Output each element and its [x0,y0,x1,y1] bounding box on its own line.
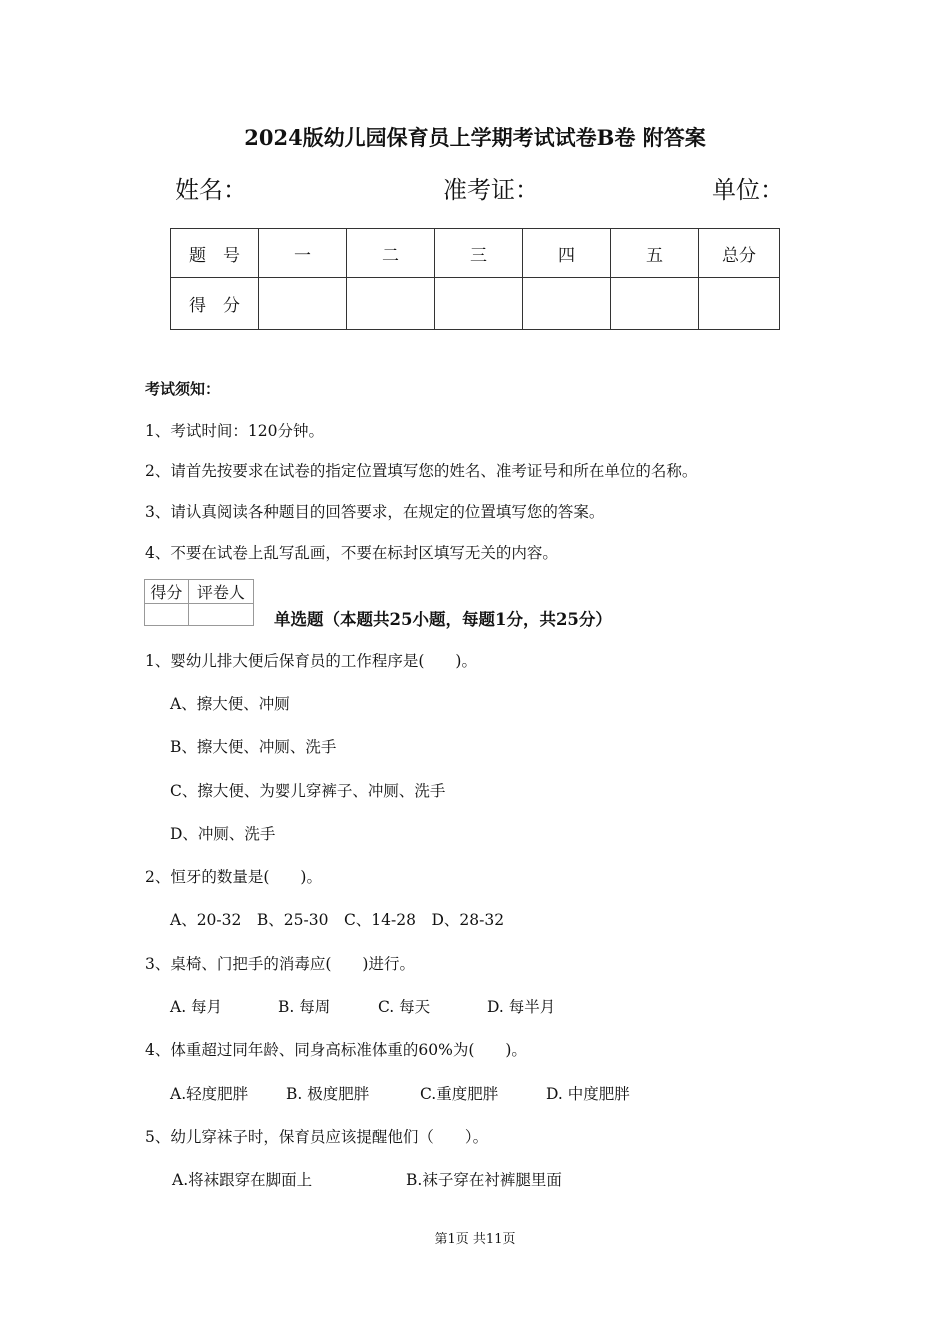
grader-score-cell[interactable] [145,604,189,626]
grader-reviewer-cell[interactable] [188,604,253,626]
notice-item-4: 4、不要在试卷上乱写乱画，不要在标封区填写无关的内容。 [145,544,558,562]
q4-option-b: B. 极度肥胖 [286,1085,370,1103]
q3-option-d: D. 每半月 [487,998,556,1016]
score-cell-2[interactable] [347,278,435,330]
score-table-header-row [171,229,780,278]
q1-option-d: D、冲厕、洗手 [170,825,276,843]
unit-field-label: 单位： [712,176,784,204]
score-table-score-row [171,278,780,330]
score-table [170,228,780,330]
q1-option-c: C、擦大便、为婴儿穿裤子、冲厕、洗手 [170,782,446,800]
question-5: 5、幼儿穿袜子时，保育员应该提醒他们（ ）。 [145,1128,489,1146]
notice-title: 考试须知： [145,380,221,398]
grader-box [144,579,254,626]
header-cell-5: 五 [611,229,699,278]
q2-options: A、20-32 B、25-30 C、14-28 D、28-32 [170,911,505,929]
score-cell-3[interactable] [435,278,523,330]
q4-option-c: C.重度肥胖 [420,1085,499,1103]
header-cell-2: 二 [347,229,435,278]
section-title: 单选题（本题共25小题，每题1分，共25分） [274,610,612,629]
page-footer: 第1页 共11页 [434,1232,516,1247]
q3-option-c: C. 每天 [378,998,431,1016]
question-1: 1、婴幼儿排大便后保育员的工作程序是( )。 [145,652,477,670]
header-cell-3: 三 [435,229,523,278]
score-cell-4[interactable] [523,278,611,330]
q1-option-a: A、擦大便、冲厕 [170,695,290,713]
exam-title: 2024版幼儿园保育员上学期考试试卷B卷 附答案 [244,125,706,150]
header-cell-1: 一 [259,229,347,278]
notice-item-2: 2、请首先按要求在试卷的指定位置填写您的姓名、准考证号和所在单位的名称。 [145,462,698,480]
exam-id-field-label: 准考证： [443,176,539,204]
header-cell-number: 题 号 [171,229,259,278]
q3-option-b: B. 每周 [278,998,331,1016]
question-4: 4、体重超过同年龄、同身高标准体重的60%为( )。 [145,1041,527,1059]
q3-option-a: A. 每月 [170,998,223,1016]
grader-reviewer-label: 评卷人 [188,580,253,604]
notice-item-3: 3、请认真阅读各种题目的回答要求，在规定的位置填写您的答案。 [145,503,605,521]
q1-option-b: B、擦大便、冲厕、洗手 [170,738,337,756]
q5-option-a: A.将袜跟穿在脚面上 [172,1171,313,1189]
name-field-label: 姓名： [175,176,247,204]
grader-score-label: 得分 [145,580,189,604]
header-cell-4: 四 [523,229,611,278]
q4-option-d: D. 中度肥胖 [546,1085,630,1103]
notice-item-1: 1、考试时间：120分钟。 [145,422,324,440]
score-cell-1[interactable] [259,278,347,330]
score-cell-5[interactable] [611,278,699,330]
question-2: 2、恒牙的数量是( )。 [145,868,322,886]
q5-option-b: B.袜子穿在衬裤腿里面 [406,1171,562,1189]
q4-option-a: A.轻度肥胖 [170,1085,249,1103]
question-3: 3、桌椅、门把手的消毒应( )进行。 [145,955,415,973]
score-cell-total[interactable] [699,278,780,330]
score-row-label: 得 分 [171,278,259,330]
header-cell-total: 总分 [699,229,780,278]
